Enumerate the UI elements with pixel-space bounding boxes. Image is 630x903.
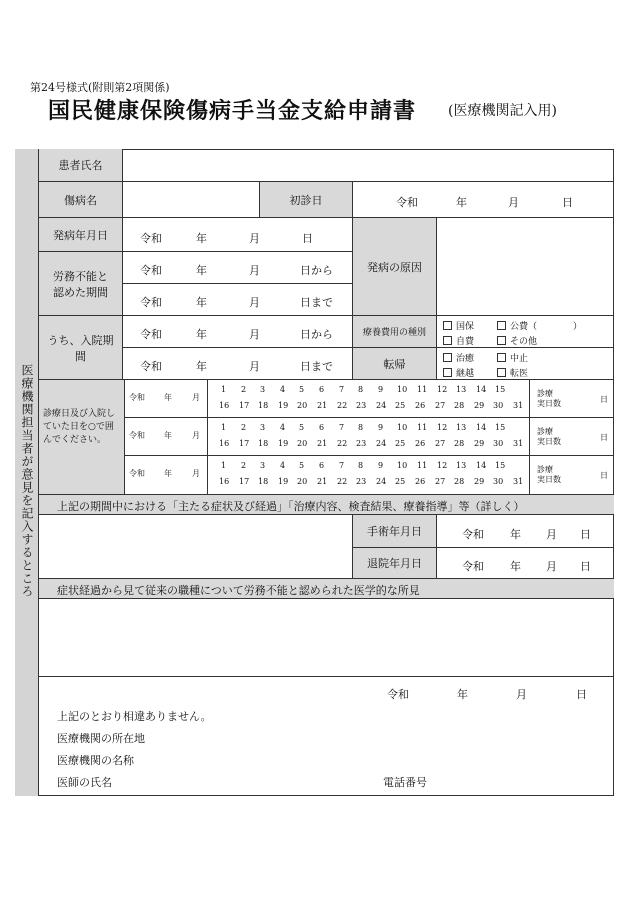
discharge-era: 令和 <box>462 560 484 573</box>
visit-day-number[interactable]: 26 <box>415 439 426 448</box>
visit-day-number[interactable]: 21 <box>317 477 328 486</box>
checkbox-icon <box>443 368 452 377</box>
incap-from-month-unit: 月 <box>249 264 260 277</box>
disease-name-label: 傷病名 <box>39 182 123 218</box>
form-subtitle: (医療機関記入用) <box>448 103 557 119</box>
visit-day-number[interactable]: 17 <box>239 401 250 410</box>
visit-day-number[interactable]: 23 <box>356 477 367 486</box>
visit-day-number[interactable]: 23 <box>356 439 367 448</box>
visit-day-number[interactable]: 18 <box>258 439 269 448</box>
visit-day-number[interactable]: 12 <box>437 423 448 432</box>
confirmation-text: 上記のとおり相違ありません。 <box>57 710 212 723</box>
first-visit-month-unit: 月 <box>508 196 519 209</box>
onset-month-unit: 月 <box>249 232 260 245</box>
hosp-from-month-unit: 月 <box>249 328 260 341</box>
visit-day-number[interactable]: 21 <box>317 401 328 410</box>
visit-day-number[interactable]: 27 <box>435 401 446 410</box>
incap-until-era: 令和 <box>140 296 162 309</box>
visit-day-number[interactable]: 10 <box>397 423 408 432</box>
institution-address-label: 医療機関の所在地 <box>57 732 145 745</box>
visit-day-number[interactable]: 8 <box>358 385 364 394</box>
visit-day-number[interactable]: 8 <box>358 461 364 470</box>
surgery-month-unit: 月 <box>546 528 557 541</box>
disease-name-field[interactable] <box>123 182 260 218</box>
visit-day-number[interactable]: 17 <box>239 439 250 448</box>
visit-day-number[interactable]: 24 <box>376 401 387 410</box>
visit-day-number[interactable]: 10 <box>397 461 408 470</box>
visit-day-number[interactable]: 30 <box>493 401 504 410</box>
incapacity-period-label: 労務不能と 認めた期間 <box>39 252 123 316</box>
visit-day-number[interactable]: 22 <box>337 477 348 486</box>
visit-days-count-unit: 日 <box>600 395 608 404</box>
patient-name-field[interactable] <box>123 149 614 182</box>
visit-day-number[interactable]: 7 <box>339 461 345 470</box>
visit-year-unit: 年 <box>164 393 172 402</box>
outcome-option-transferred[interactable]: 転医 <box>497 366 528 379</box>
visit-day-number[interactable]: 9 <box>378 461 384 470</box>
visit-day-number[interactable]: 18 <box>258 477 269 486</box>
visit-day-number[interactable]: 16 <box>219 439 230 448</box>
first-visit-era: 令和 <box>396 196 418 209</box>
phone-number-label: 電話番号 <box>383 776 427 789</box>
cost-option-other[interactable]: その他 <box>497 334 537 347</box>
onset-date-label: 発病年月日 <box>39 218 123 252</box>
visit-day-number[interactable]: 5 <box>299 385 305 394</box>
outcome-option-stopped[interactable]: 中止 <box>497 351 528 364</box>
cost-option-national[interactable]: 国保 <box>443 319 474 332</box>
visit-day-number[interactable]: 3 <box>260 385 266 394</box>
onset-year-unit: 年 <box>196 232 207 245</box>
surgery-year-unit: 年 <box>510 528 521 541</box>
visit-day-number[interactable]: 1 <box>221 385 227 394</box>
visit-day-number[interactable]: 27 <box>435 477 446 486</box>
footer-day-unit: 日 <box>576 688 587 701</box>
visit-day-number[interactable]: 25 <box>395 439 406 448</box>
visit-year-unit: 年 <box>164 431 172 440</box>
visit-day-number[interactable]: 31 <box>513 477 524 486</box>
hosp-from-suffix: 日から <box>300 328 333 341</box>
footer-era: 令和 <box>387 688 409 701</box>
visit-day-number[interactable]: 25 <box>395 477 406 486</box>
visit-month-unit: 月 <box>192 431 200 440</box>
checkbox-icon <box>443 336 452 345</box>
visit-day-number[interactable]: 12 <box>437 385 448 394</box>
visit-day-number[interactable]: 11 <box>417 385 428 394</box>
checkbox-icon <box>497 353 506 362</box>
visit-days-label-cell <box>39 380 125 495</box>
visit-day-number[interactable]: 2 <box>241 423 247 432</box>
visit-day-number[interactable]: 14 <box>476 423 487 432</box>
institution-name-label: 医療機関の名称 <box>57 754 134 767</box>
detail-header: 上記の期間中における「主たる症状及び経過」「治療内容、検査結果、療養指導」等（詳しく） <box>57 500 525 513</box>
visit-day-number[interactable]: 3 <box>260 423 266 432</box>
visit-day-number[interactable]: 30 <box>493 439 504 448</box>
onset-era: 令和 <box>140 232 162 245</box>
detail-header-bar <box>39 495 614 515</box>
visit-day-number[interactable]: 19 <box>278 439 289 448</box>
hosp-until-month-unit: 月 <box>249 360 260 373</box>
visit-day-number[interactable]: 4 <box>280 461 286 470</box>
form-title: 国民健康保険傷病手当金支給申請書 <box>48 98 417 124</box>
incap-from-era: 令和 <box>140 264 162 277</box>
visit-day-number[interactable]: 28 <box>454 401 465 410</box>
hosp-until-era: 令和 <box>140 360 162 373</box>
visit-day-number[interactable]: 26 <box>415 477 426 486</box>
first-visit-label: 初診日 <box>260 182 353 218</box>
doctor-name-label: 医師の氏名 <box>57 776 112 789</box>
visit-day-number[interactable]: 22 <box>337 439 348 448</box>
visit-day-number[interactable]: 4 <box>280 385 286 394</box>
surgery-era: 令和 <box>462 528 484 541</box>
incap-from-year-unit: 年 <box>196 264 207 277</box>
cause-of-onset-field[interactable] <box>437 218 614 316</box>
hospitalization-period-label: うち、入院期 間 <box>39 316 123 380</box>
form-number: 第24号様式(附則第2項関係) <box>30 81 170 94</box>
hosp-from-era: 令和 <box>140 328 162 341</box>
visit-day-number[interactable]: 29 <box>474 477 485 486</box>
visit-year-unit: 年 <box>164 469 172 478</box>
visit-day-number[interactable]: 9 <box>378 423 384 432</box>
sidebar-label: 医療機関担当者が意見を記入するところ <box>20 364 34 598</box>
checkbox-icon <box>443 353 452 362</box>
visit-day-number[interactable]: 5 <box>299 423 305 432</box>
outcome-option-continued[interactable]: 継越 <box>443 366 474 379</box>
visit-day-number[interactable]: 29 <box>474 439 485 448</box>
checkbox-icon <box>497 321 506 330</box>
visit-day-number[interactable]: 24 <box>376 477 387 486</box>
visit-day-number[interactable]: 29 <box>474 401 485 410</box>
hosp-until-year-unit: 年 <box>196 360 207 373</box>
visit-day-number[interactable]: 15 <box>495 461 506 470</box>
visit-day-number[interactable]: 1 <box>221 423 227 432</box>
cost-option-public[interactable]: 公費（ ） <box>497 319 582 332</box>
visit-day-number[interactable]: 8 <box>358 423 364 432</box>
visit-days-count-label: 診療 実日数 <box>537 427 561 446</box>
opinion-header: 症状経過から見て従来の職種について労務不能と認められた医学的な所見 <box>57 584 420 597</box>
visit-day-number[interactable]: 7 <box>339 423 345 432</box>
discharge-month-unit: 月 <box>546 560 557 573</box>
visit-days-count-unit: 日 <box>600 471 608 480</box>
visit-day-number[interactable]: 17 <box>239 477 250 486</box>
incap-until-suffix: 日まで <box>300 296 333 309</box>
visit-day-number[interactable]: 9 <box>378 385 384 394</box>
visit-day-number[interactable]: 14 <box>476 461 487 470</box>
checkbox-icon <box>497 368 506 377</box>
visit-day-number[interactable]: 6 <box>319 385 325 394</box>
incap-from-suffix: 日から <box>300 264 333 277</box>
outcome-label: 転帰 <box>353 348 437 380</box>
incap-until-year-unit: 年 <box>196 296 207 309</box>
visit-day-number[interactable]: 16 <box>219 401 230 410</box>
visit-month-unit: 月 <box>192 469 200 478</box>
incap-until-month-unit: 月 <box>249 296 260 309</box>
cause-of-onset-label: 発病の原因 <box>353 218 437 316</box>
visit-day-number[interactable]: 18 <box>258 401 269 410</box>
hosp-until-suffix: 日まで <box>300 360 333 373</box>
surgery-date-label: 手術年月日 <box>353 515 437 548</box>
discharge-day-unit: 日 <box>580 560 591 573</box>
visit-day-number[interactable]: 12 <box>437 461 448 470</box>
footer-month-unit: 月 <box>516 688 527 701</box>
first-visit-year-unit: 年 <box>456 196 467 209</box>
patient-name-label: 患者氏名 <box>39 149 123 182</box>
visit-day-number[interactable]: 20 <box>297 477 308 486</box>
visit-day-number[interactable]: 15 <box>495 423 506 432</box>
checkbox-icon <box>497 336 506 345</box>
visit-day-number[interactable]: 26 <box>415 401 426 410</box>
sidebar <box>15 149 39 796</box>
visit-day-number[interactable]: 23 <box>356 401 367 410</box>
visit-day-number[interactable]: 4 <box>280 423 286 432</box>
visit-day-number[interactable]: 2 <box>241 461 247 470</box>
visit-days-count-label: 診療 実日数 <box>537 389 561 408</box>
surgery-day-unit: 日 <box>580 528 591 541</box>
visit-days-count-unit: 日 <box>600 433 608 442</box>
visit-day-number[interactable]: 28 <box>454 439 465 448</box>
visit-era: 令和 <box>129 393 145 402</box>
visit-day-number[interactable]: 31 <box>513 401 524 410</box>
visit-day-number[interactable]: 31 <box>513 439 524 448</box>
first-visit-day-unit: 日 <box>562 196 573 209</box>
visit-day-number[interactable]: 10 <box>397 385 408 394</box>
visit-day-number[interactable]: 25 <box>395 401 406 410</box>
visit-day-number[interactable]: 13 <box>456 385 467 394</box>
visit-day-number[interactable]: 11 <box>417 461 428 470</box>
visit-day-number[interactable]: 28 <box>454 477 465 486</box>
hosp-from-year-unit: 年 <box>196 328 207 341</box>
visit-month-unit: 月 <box>192 393 200 402</box>
visit-day-number[interactable]: 11 <box>417 423 428 432</box>
opinion-field[interactable] <box>39 599 614 677</box>
visit-day-number[interactable]: 15 <box>495 385 506 394</box>
visit-day-number[interactable]: 22 <box>337 401 348 410</box>
visit-day-number[interactable]: 14 <box>476 385 487 394</box>
cost-option-self[interactable]: 自費 <box>443 334 474 347</box>
cost-type-label: 療養費用の種別 <box>353 316 437 348</box>
detail-field[interactable] <box>39 515 353 579</box>
visit-era: 令和 <box>129 431 145 440</box>
visit-day-number[interactable]: 20 <box>297 439 308 448</box>
visit-day-number[interactable]: 2 <box>241 385 247 394</box>
opinion-header-bar <box>39 579 614 599</box>
visit-day-number[interactable]: 30 <box>493 477 504 486</box>
visit-day-number[interactable]: 13 <box>456 461 467 470</box>
outcome-option-cured[interactable]: 治癒 <box>443 351 474 364</box>
visit-day-number[interactable]: 19 <box>278 477 289 486</box>
visit-days-count-label: 診療 実日数 <box>537 465 561 484</box>
onset-day-unit: 日 <box>302 232 313 245</box>
visit-day-number[interactable]: 13 <box>456 423 467 432</box>
visit-day-number[interactable]: 3 <box>260 461 266 470</box>
visit-day-number[interactable]: 21 <box>317 439 328 448</box>
visit-day-number[interactable]: 19 <box>278 401 289 410</box>
visit-day-number[interactable]: 6 <box>319 423 325 432</box>
visit-day-number[interactable]: 5 <box>299 461 305 470</box>
visit-day-number[interactable]: 20 <box>297 401 308 410</box>
visit-day-number[interactable]: 16 <box>219 477 230 486</box>
visit-day-number[interactable]: 24 <box>376 439 387 448</box>
discharge-year-unit: 年 <box>510 560 521 573</box>
footer-year-unit: 年 <box>457 688 468 701</box>
visit-day-number[interactable]: 27 <box>435 439 446 448</box>
checkbox-icon <box>443 321 452 330</box>
visit-era: 令和 <box>129 469 145 478</box>
discharge-date-label: 退院年月日 <box>353 548 437 579</box>
visit-days-label: 診療日及び入院していた日を○で囲んでください。 <box>43 409 116 445</box>
visit-day-number[interactable]: 6 <box>319 461 325 470</box>
visit-day-number[interactable]: 1 <box>221 461 227 470</box>
first-visit-field[interactable] <box>353 182 614 218</box>
visit-day-number[interactable]: 7 <box>339 385 345 394</box>
